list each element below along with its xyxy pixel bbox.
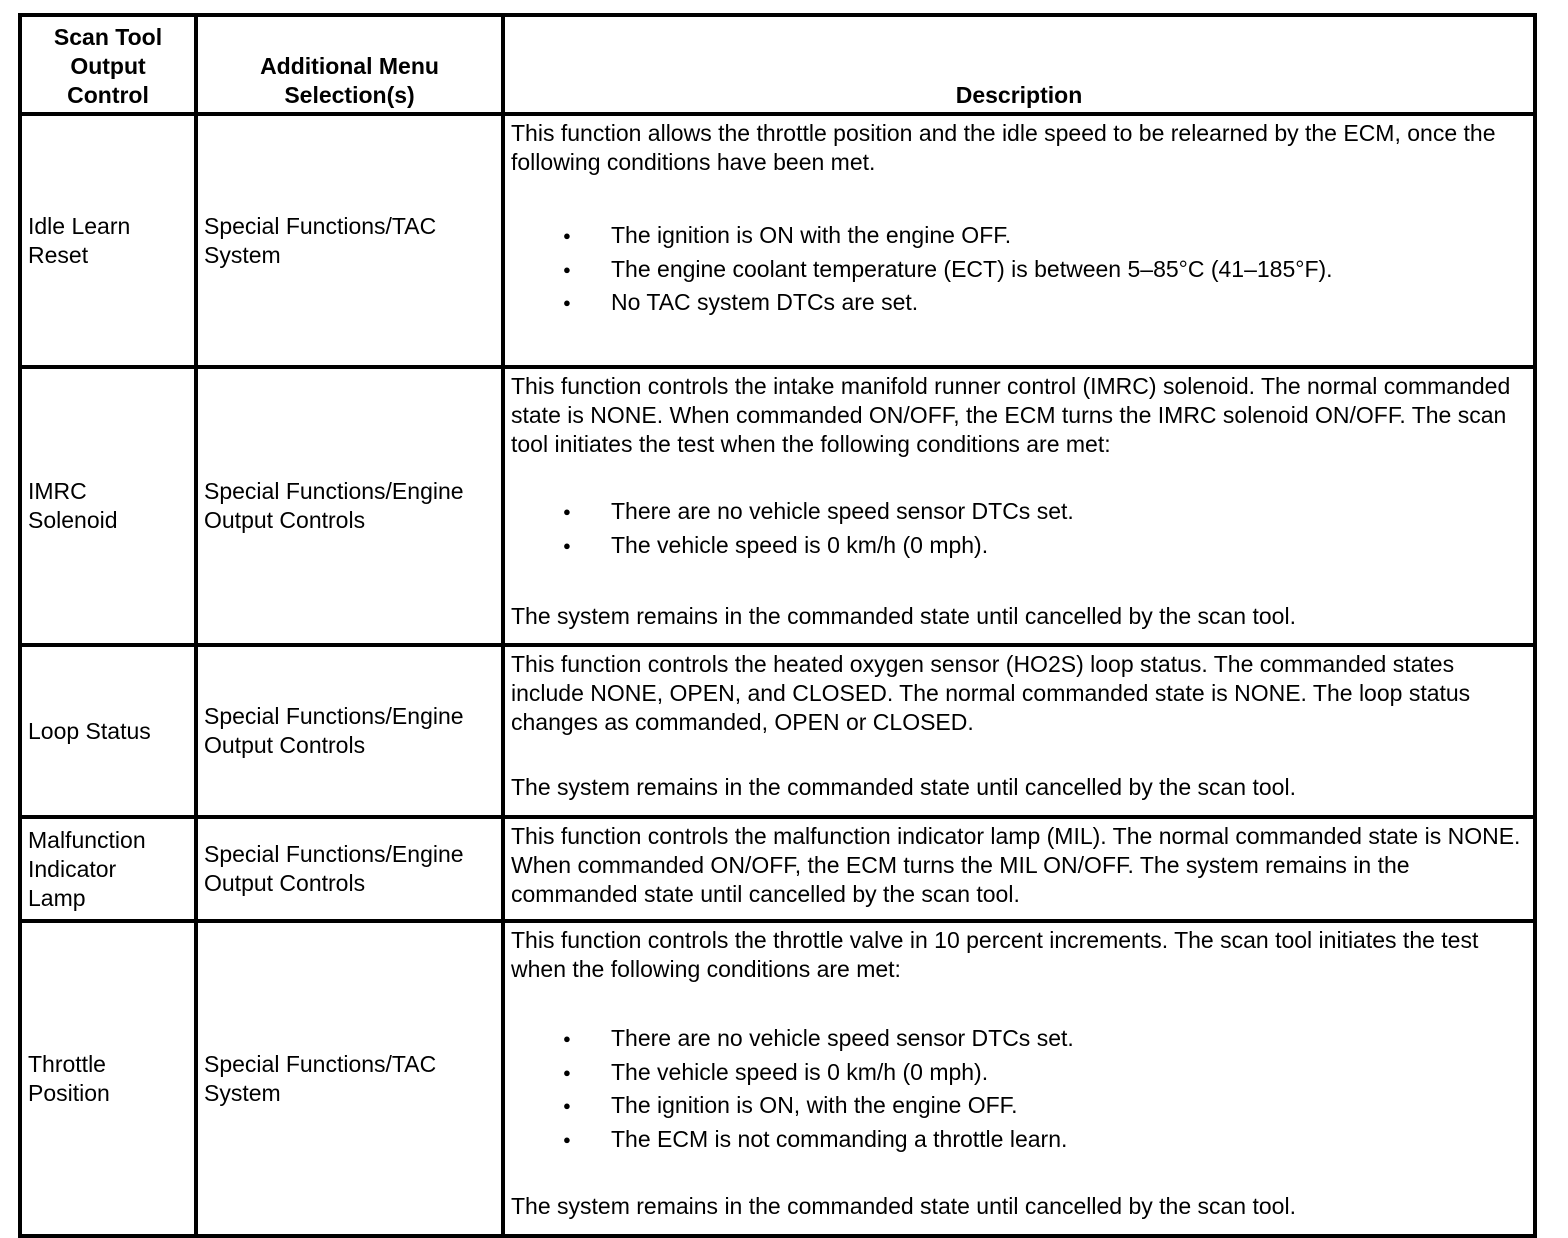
description-cell [503, 645, 1535, 817]
description-cell [503, 114, 1535, 367]
description-cell [503, 921, 1535, 1236]
scan-tool-output-controls-table [18, 13, 1537, 1238]
header-row [20, 15, 1535, 114]
table-row [20, 114, 1535, 367]
menu-cell: Special Functions/Engine Output Controls [196, 367, 503, 645]
list-item: ● The vehicle speed is 0 km/h (0 mph). [511, 529, 1527, 563]
menu-cell: Special Functions/TAC System [196, 921, 503, 1236]
description-intro: This function allows the throttle position and the idle speed to be relearned by the ECM, once the following conditions have been met. [511, 120, 1496, 175]
condition-list [511, 219, 1527, 320]
list-item: ● The ignition is ON with the engine OFF. [511, 219, 1527, 253]
description-intro: This function controls the intake manifold runner control (IMRC) solenoid. The normal commanded state is NONE. When commanded ON/OFF, the ECM turns the IMRC solenoid ON/OFF. The scan tool initiates the test when the following conditions are met: [511, 373, 1511, 457]
table-row [20, 817, 1535, 921]
list-item: ● The ignition is ON, with the engine OFF. [511, 1089, 1527, 1123]
description-intro: This function controls the throttle valve in 10 percent increments. The scan tool initiates the test when the following conditions are met: [511, 927, 1479, 982]
condition-list [511, 495, 1527, 562]
control-cell: Loop Status [20, 645, 196, 817]
header-additional-menu-selections: Additional Menu Selection(s) [196, 15, 503, 114]
description-outro: The system remains in the commanded state until cancelled by the scan tool. [511, 1193, 1296, 1219]
condition-list [511, 1022, 1527, 1156]
control-cell: Throttle Position [20, 921, 196, 1236]
header-scan-tool-output-control: Scan Tool Output Control [20, 15, 196, 114]
description-cell [503, 367, 1535, 645]
list-item: ● The engine coolant temperature (ECT) is between 5–85°C (41–185°F). [511, 253, 1527, 287]
list-item: ● The vehicle speed is 0 km/h (0 mph). [511, 1056, 1527, 1090]
description-outro: The system remains in the commanded state until cancelled by the scan tool. [511, 603, 1296, 629]
description-intro: This function controls the malfunction indicator lamp (MIL). The normal commanded state is NONE. When commanded ON/OFF, the ECM turns the MIL ON/OFF. The system remains in the commanded state until cancelled by the scan tool. [511, 823, 1521, 907]
list-item: ● The ECM is not commanding a throttle learn. [511, 1123, 1527, 1157]
list-item: ● There are no vehicle speed sensor DTCs set. [511, 495, 1527, 529]
description-outro: The system remains in the commanded state until cancelled by the scan tool. [511, 774, 1296, 800]
description-cell [503, 817, 1535, 921]
control-cell: Malfunction Indicator Lamp [20, 817, 196, 921]
list-item: ● No TAC system DTCs are set. [511, 286, 1527, 320]
menu-cell: Special Functions/Engine Output Controls [196, 817, 503, 921]
menu-cell: Special Functions/Engine Output Controls [196, 645, 503, 817]
description-intro: This function controls the heated oxygen sensor (HO2S) loop status. The commanded states include NONE, OPEN, and CLOSED. The normal commanded state is NONE. The loop status changes as commanded, OPEN or CLOSED. [511, 651, 1471, 735]
table-row [20, 645, 1535, 817]
control-cell: Idle Learn Reset [20, 114, 196, 367]
menu-cell: Special Functions/TAC System [196, 114, 503, 367]
control-cell: IMRC Solenoid [20, 367, 196, 645]
table-row [20, 367, 1535, 645]
table-row [20, 921, 1535, 1236]
list-item: ● There are no vehicle speed sensor DTCs set. [511, 1022, 1527, 1056]
header-description: Description [503, 15, 1535, 114]
